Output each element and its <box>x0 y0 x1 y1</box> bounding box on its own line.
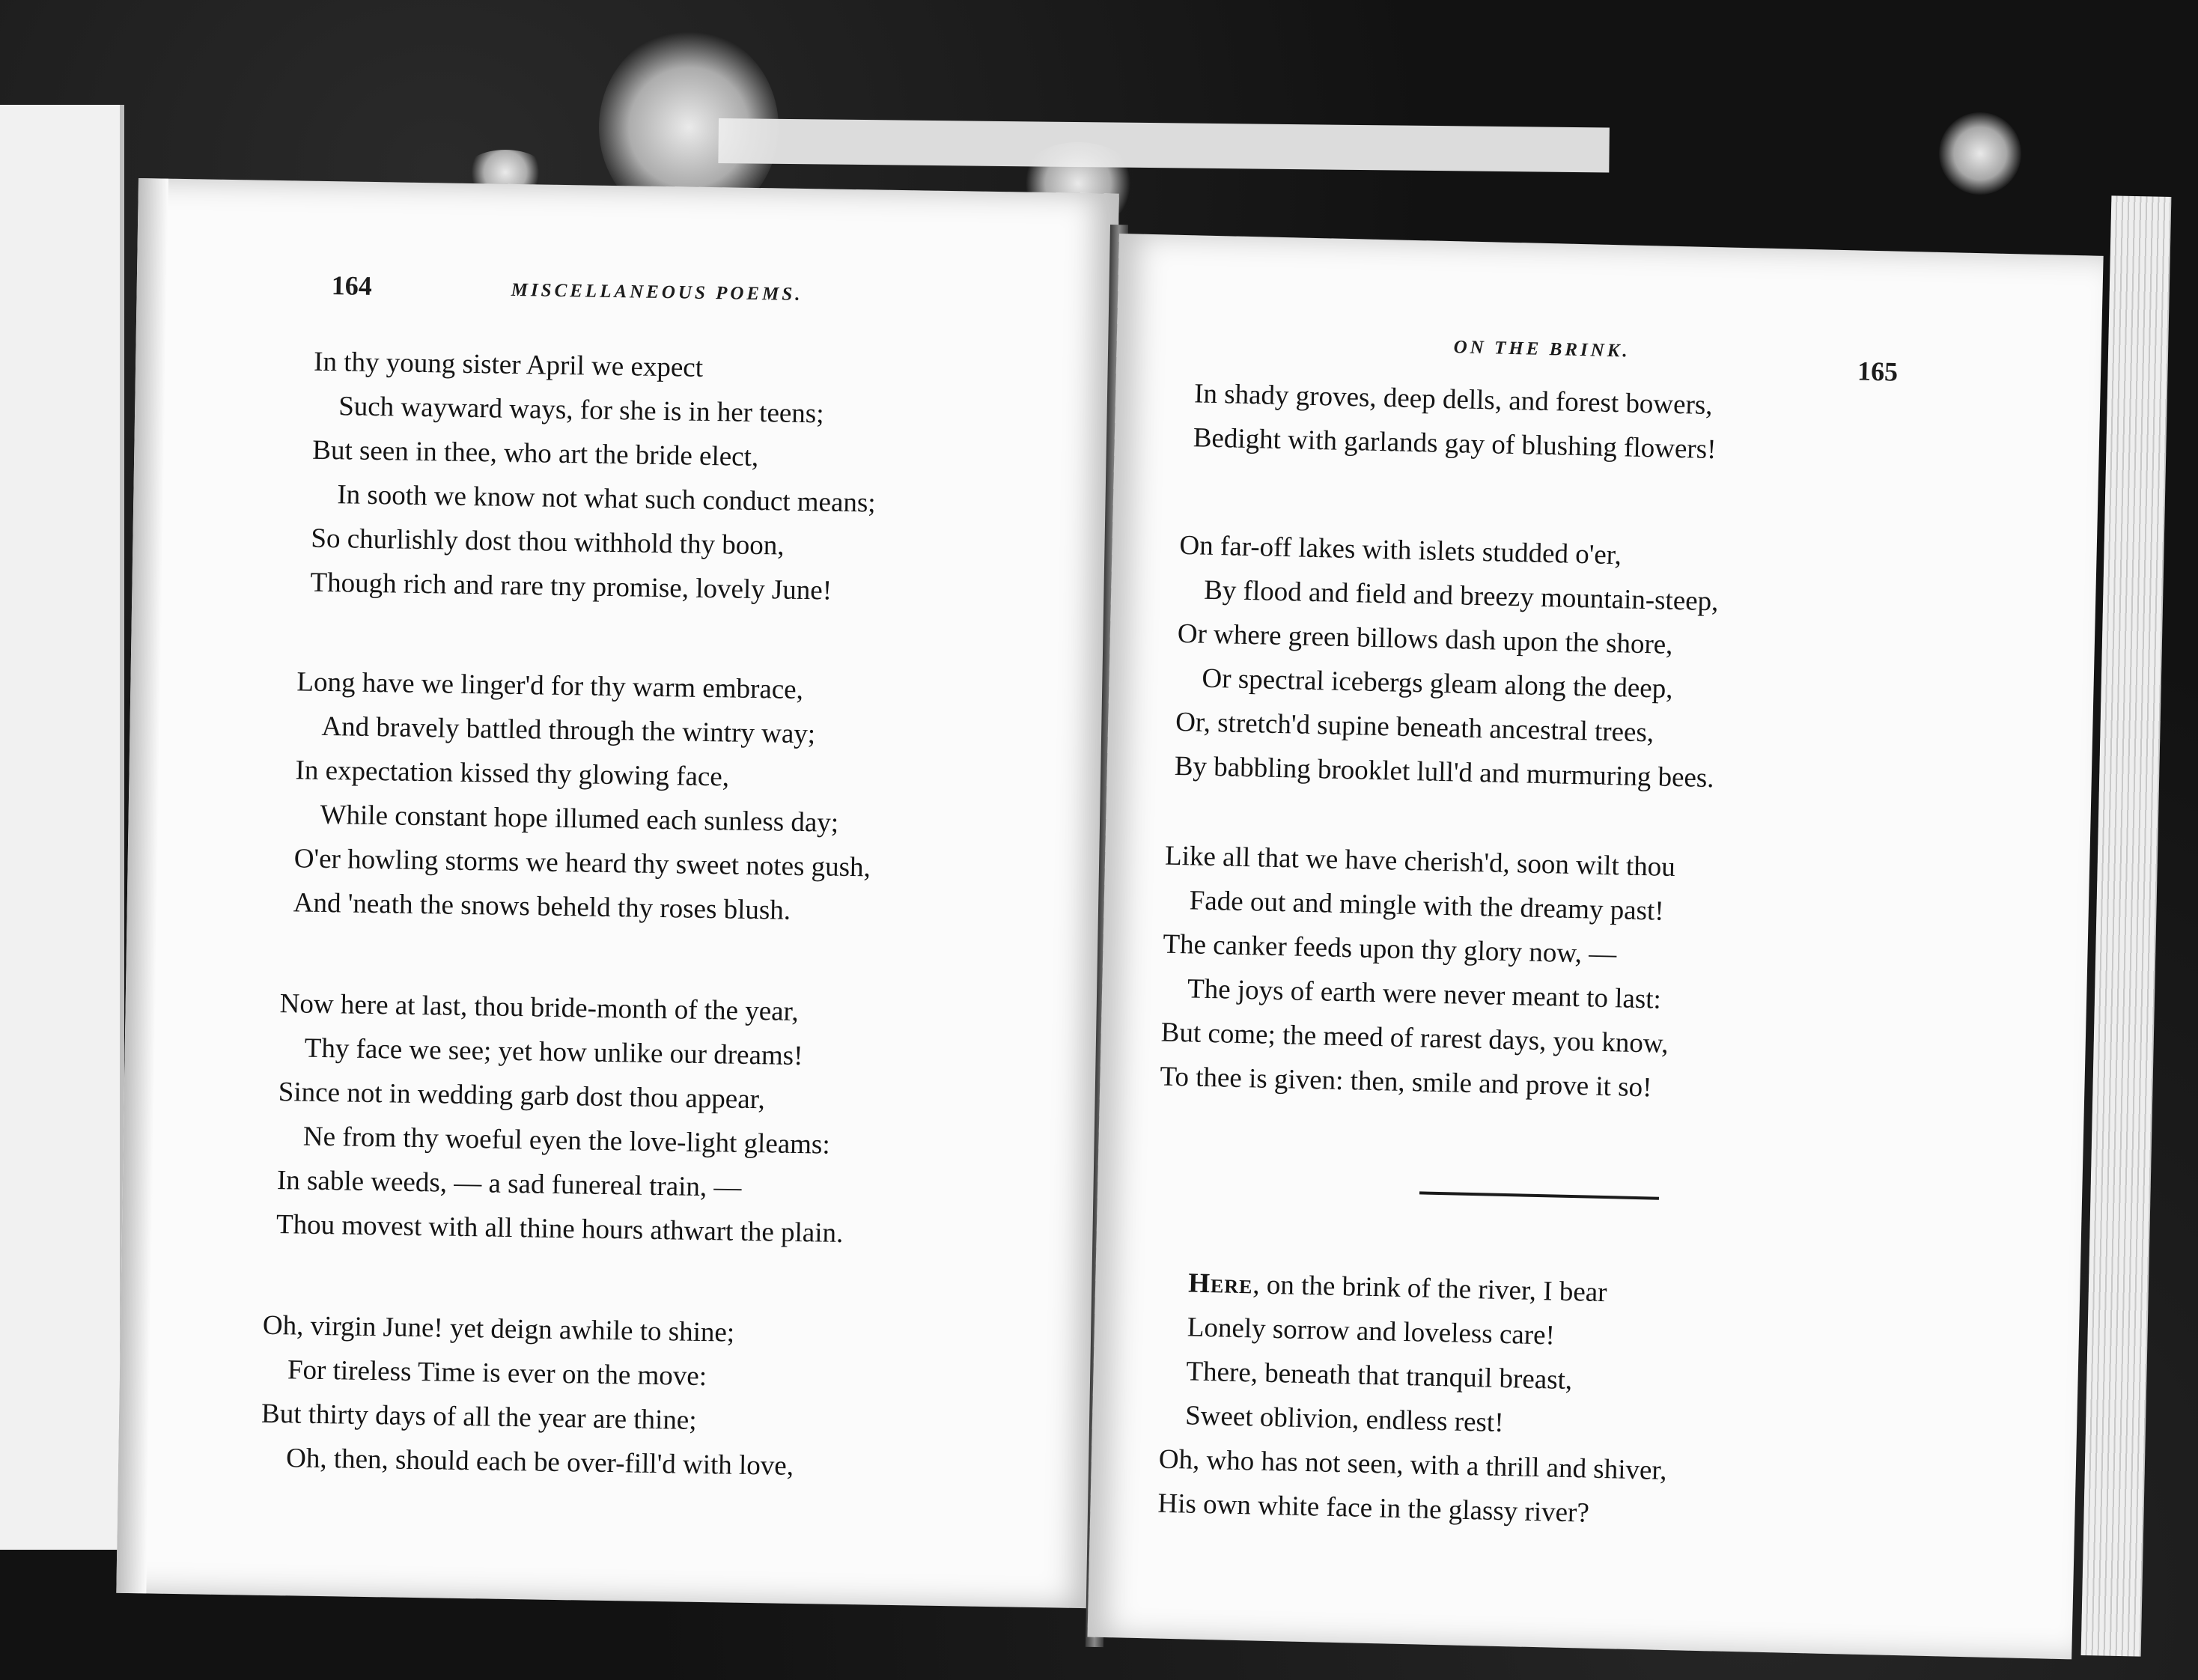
verse-line: To thee is given: then, smile and prove it so! <box>1160 1061 1652 1104</box>
verse-line: In thy young sister April we expect <box>313 346 704 383</box>
stanza <box>1174 523 1720 800</box>
scan-blot <box>1939 112 2021 195</box>
running-head: ON THE BRINK. <box>1453 337 1631 362</box>
verse-line: Sweet oblivion, endless rest! <box>1184 1400 1504 1439</box>
verse-line: Or where green billows dash upon the shore, <box>1177 618 1673 660</box>
adjacent-page-edge <box>0 105 124 1550</box>
verse-line: In sooth we know not what such conduct means; <box>337 479 876 519</box>
section-divider <box>1419 1191 1659 1199</box>
verse-line: Though rich and rare tny promise, lovely June! <box>310 567 832 606</box>
verse-line: Oh, virgin June! yet deign awhile to shine; <box>262 1309 735 1348</box>
verse-line: Now here at last, thou bride-month of the year, <box>279 988 800 1027</box>
running-head: MISCELLANEOUS POEMS. <box>511 279 803 305</box>
verse-line: For tireless Time is ever on the move: <box>287 1354 707 1393</box>
verse-line: And 'neath the snows beheld thy roses blush. <box>293 887 791 926</box>
verse-line: But seen in thee, who art the bride elect, <box>312 434 759 473</box>
right-page <box>1087 234 2103 1659</box>
stanza <box>293 660 874 934</box>
verse-line: And bravely battled through the wintry way; <box>321 710 816 750</box>
stanza <box>261 1303 797 1488</box>
verse-line: But thirty days of all the year are thine; <box>261 1398 697 1436</box>
verse-line: The joys of earth were never meant to last: <box>1187 973 1662 1015</box>
verse-line: Since not in wedding garb dost thou appear, <box>278 1077 766 1116</box>
poem-on-the-brink <box>1157 1261 1672 1537</box>
verse-line: Or, stretch'd supine beneath ancestral trees, <box>1175 706 1654 749</box>
verse-line-rest: , on the brink of the river, I bear <box>1252 1269 1607 1309</box>
verse-line: Bedight with garlands gay of blushing flowers! <box>1193 422 1717 466</box>
verse-line: But come; the meed of rarest days, you know, <box>1160 1017 1669 1059</box>
verse-line: Oh, who has not seen, with a thrill and shiver, <box>1158 1443 1667 1487</box>
left-page <box>116 178 1119 1608</box>
verse-line: O'er howling storms we heard thy sweet notes gush, <box>293 843 871 883</box>
verse-line: There, beneath that tranquil breast, <box>1186 1356 1573 1396</box>
verse-line: Lonely sorrow and loveless care! <box>1187 1312 1556 1351</box>
verse-line: By babbling brooklet lull'd and murmuring bees. <box>1174 750 1715 794</box>
verse-line: So churlishly dost thou withhold thy boon, <box>311 523 785 561</box>
stanza <box>1193 371 1717 472</box>
stanza <box>1160 834 1676 1110</box>
verse-line: The canker feeds upon thy glory now, — <box>1163 928 1617 970</box>
verse-line: Or spectral icebergs gleam along the deep, <box>1202 663 1673 704</box>
verse-line: Oh, then, should each be over-fill'd with love, <box>285 1443 794 1482</box>
verse-line: Fade out and mingle with the dreamy past! <box>1189 885 1665 927</box>
verse-line: In shady groves, deep dells, and forest bowers, <box>1193 378 1714 421</box>
stanza <box>276 981 847 1256</box>
verse-line: On far-off lakes with islets studded o'er, <box>1179 529 1622 571</box>
verse-line: Long have we linger'd for thy warm embrace, <box>296 666 804 706</box>
verse-line: Thy face we see; yet how unlike our dreams! <box>304 1032 803 1072</box>
opening-word: Here <box>1187 1267 1253 1300</box>
verse-line: By flood and field and breezy mountain-steep, <box>1203 574 1719 618</box>
verse-line: While constant hope illumed each sunless day; <box>320 799 839 839</box>
verse-line: In expectation kissed thy glowing face, <box>295 755 730 793</box>
verse-line: Like all that we have cherish'd, soon wilt thou <box>1164 840 1676 883</box>
page-number: 165 <box>1857 356 1899 387</box>
verse-line: His own white face in the glassy river? <box>1157 1488 1590 1529</box>
page-number: 164 <box>331 270 373 301</box>
verse-line: Such wayward ways, for she is in her teens; <box>338 391 824 430</box>
verse-line: Ne from thy woeful eyen the love-light gleams: <box>302 1121 830 1160</box>
verse-line: In sable weeds, — a sad funereal train, — <box>276 1165 742 1203</box>
verse-line: Thou movest with all thine hours athwart the plain. <box>275 1209 844 1249</box>
paper-strip <box>718 118 1610 172</box>
stanza <box>310 340 878 614</box>
